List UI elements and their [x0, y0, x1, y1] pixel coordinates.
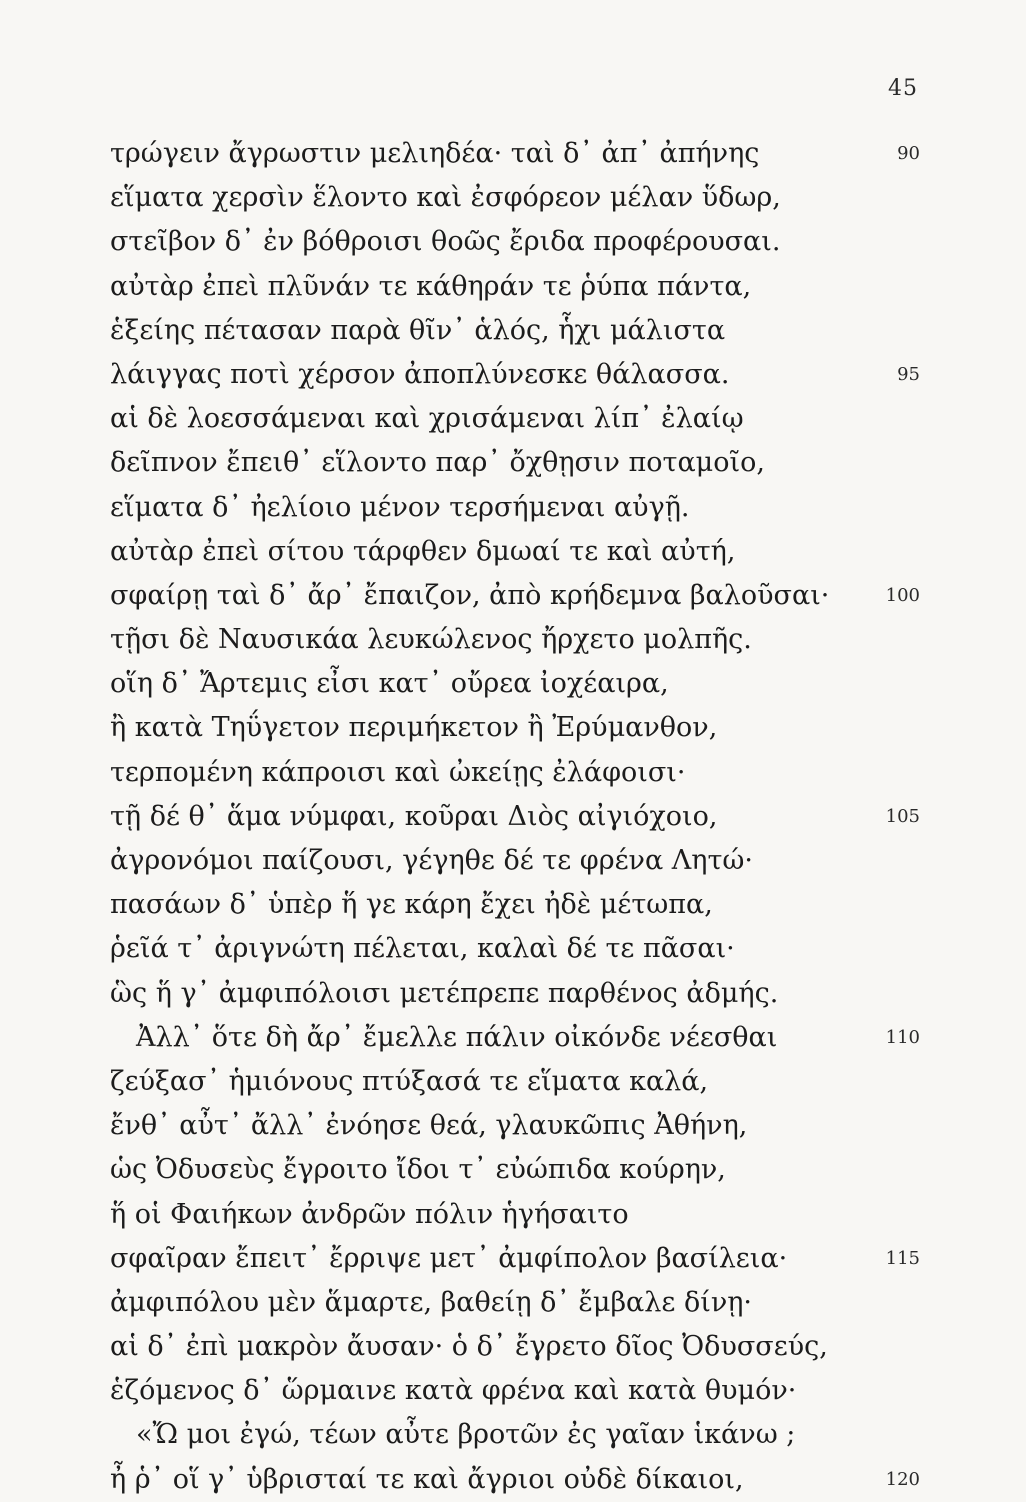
verse-line-94	[110, 309, 920, 353]
verse-text: ζεύξασ᾽ ἡμιόνους πτύξασά τε εἵματα καλά,	[110, 1065, 709, 1097]
verse-line-105	[110, 795, 920, 839]
verse-line-119	[110, 1413, 920, 1457]
verse-text: εἵματα δ᾽ ἠελίοιο μένον τερσήμεναι αὐγῇ.	[110, 491, 690, 523]
verse-text: ῥεῖά τ᾽ ἀριγνώτη πέλεται, καλαὶ δέ τε πᾶσαι·	[110, 933, 735, 965]
verse-line-99	[110, 530, 920, 574]
verse-line-108	[110, 927, 920, 971]
verse-text: ὣς ἥ γ᾽ ἀμφιπόλοισι μετέπρεπε παρθένος ἀδμής.	[110, 977, 779, 1009]
poem-text	[110, 132, 920, 1502]
verse-line-111	[110, 1060, 920, 1104]
verse-line-96	[110, 397, 920, 441]
verse-text: ἀγρονόμοι παίζουσι, γέγηθε δέ τε φρένα Λητώ·	[110, 845, 753, 876]
line-number: 90	[897, 143, 920, 164]
verse-line-102	[110, 662, 920, 706]
verse-line-103	[110, 706, 920, 750]
verse-line-95	[110, 353, 920, 397]
verse-text: ἀμφιπόλου μὲν ἅμαρτε, βαθείῃ δ᾽ ἔμβαλε δίνῃ·	[110, 1286, 752, 1318]
line-number: 115	[885, 1247, 920, 1269]
verse-text: πασάων δ᾽ ὑπὲρ ἥ γε κάρη ἔχει ἠδὲ μέτωπα,	[110, 889, 713, 921]
verse-line-107	[110, 883, 920, 927]
verse-text: σφαῖραν ἔπειτ᾽ ἔρριψε μετ᾽ ἀμφίπολον βασίλεια·	[110, 1242, 788, 1274]
verse-line-92	[110, 220, 920, 264]
verse-text: τῇ δέ θ᾽ ἅμα νύμφαι, κοῦραι Διὸς αἰγιόχοιο,	[110, 800, 718, 832]
verse-text: ἑξείης πέτασαν παρὰ θῖν᾽ ἁλός, ἧχι μάλιστα	[110, 314, 726, 346]
verse-line-120	[110, 1458, 920, 1502]
verse-line-113	[110, 1148, 920, 1192]
line-number: 105	[885, 805, 920, 827]
verse-line-109	[110, 972, 920, 1016]
verse-text: ὡς Ὀδυσεὺς ἔγροιτο ἴδοι τ᾽ εὐώπιδα κούρην,	[110, 1154, 726, 1186]
verse-text: τερπομένη κάπροισι καὶ ὠκείῃς ἐλάφοισι·	[110, 756, 686, 788]
line-number: 100	[885, 584, 920, 606]
line-number: 110	[885, 1026, 920, 1048]
verse-text: τῇσι δὲ Ναυσικάα λευκώλενος ἤρχετο μολπῆς.	[110, 624, 752, 656]
verse-line-118	[110, 1369, 920, 1413]
verse-text: οἵη δ᾽ Ἄρτεμις εἶσι κατ᾽ οὔρεα ἰοχέαιρα,	[110, 668, 669, 700]
verse-line-91	[110, 176, 920, 220]
verse-text: τρώγειν ἄγρωστιν μελιηδέα· ταὶ δ᾽ ἀπ᾽ ἀπήνης	[110, 138, 760, 169]
verse-line-100	[110, 574, 920, 618]
verse-text: αὐτὰρ ἐπεὶ πλῦνάν τε κάθηράν τε ῥύπα πάντα,	[110, 270, 752, 302]
verse-text: ἦ ῥ᾽ οἵ γ᾽ ὑβρισταί τε καὶ ἄγριοι οὐδὲ δίκαιοι,	[110, 1463, 744, 1495]
verse-line-97	[110, 441, 920, 485]
verse-line-117	[110, 1325, 920, 1369]
verse-line-90	[110, 132, 920, 176]
verse-text: ἥ οἱ Φαιήκων ἀνδρῶν πόλιν ἡγήσαιτο	[110, 1198, 629, 1230]
line-number: 95	[897, 363, 920, 385]
verse-text: λάιγγας ποτὶ χέρσον ἀποπλύνεσκε θάλασσα.	[110, 358, 730, 390]
verse-text: ἢ κατὰ Τηΰγετον περιμήκετον ἢ Ἐρύμανθον,	[110, 712, 718, 744]
verse-text: αὐτὰρ ἐπεὶ σίτου τάρφθεν δμωαί τε καὶ αὐτή,	[110, 535, 736, 567]
verse-text: δεῖπνον ἔπειθ᾽ εἵλοντο παρ᾽ ὄχθῃσιν ποταμοῖο,	[110, 447, 765, 479]
verse-text: Ἀλλ᾽ ὅτε δὴ ἄρ᾽ ἔμελλε πάλιν οἰκόνδε νέεσθαι	[136, 1021, 778, 1053]
verse-text: εἵματα χερσὶν ἕλοντο καὶ ἐσφόρεον μέλαν ὕδωρ,	[110, 182, 781, 214]
verse-line-110	[110, 1016, 920, 1060]
verse-text: «Ὤ μοι ἐγώ, τέων αὖτε βροτῶν ἐς γαῖαν ἱκάνω ;	[136, 1419, 796, 1451]
verse-line-101	[110, 618, 920, 662]
verse-text: ἔνθ᾽ αὖτ᾽ ἄλλ᾽ ἐνόησε θεά, γλαυκῶπις Ἀθήνη,	[110, 1110, 748, 1142]
line-number: 120	[885, 1468, 920, 1490]
verse-text: στεῖβον δ᾽ ἐν βόθροισι θοῶς ἔριδα προφέρουσαι.	[110, 226, 781, 258]
verse-line-106	[110, 839, 920, 883]
verse-text: ἑζόμενος δ᾽ ὥρμαινε κατὰ φρένα καὶ κατὰ θυμόν·	[110, 1375, 797, 1407]
page-number: 45	[888, 76, 918, 101]
verse-text: σφαίρῃ ταὶ δ᾽ ἄρ᾽ ἔπαιζον, ἀπὸ κρήδεμνα βαλοῦσαι·	[110, 579, 830, 611]
verse-line-115	[110, 1237, 920, 1281]
verse-text: αἱ δὲ λοεσσάμεναι καὶ χρισάμεναι λίπ᾽ ἐλαίῳ	[110, 403, 744, 435]
verse-line-93	[110, 265, 920, 309]
verse-line-114	[110, 1193, 920, 1237]
verse-line-98	[110, 486, 920, 530]
verse-line-104	[110, 751, 920, 795]
verse-line-112	[110, 1104, 920, 1148]
verse-line-116	[110, 1281, 920, 1325]
verse-text: αἱ δ᾽ ἐπὶ μακρὸν ἄυσαν· ὁ δ᾽ ἔγρετο δῖος Ὀδυσσεύς,	[110, 1331, 828, 1363]
